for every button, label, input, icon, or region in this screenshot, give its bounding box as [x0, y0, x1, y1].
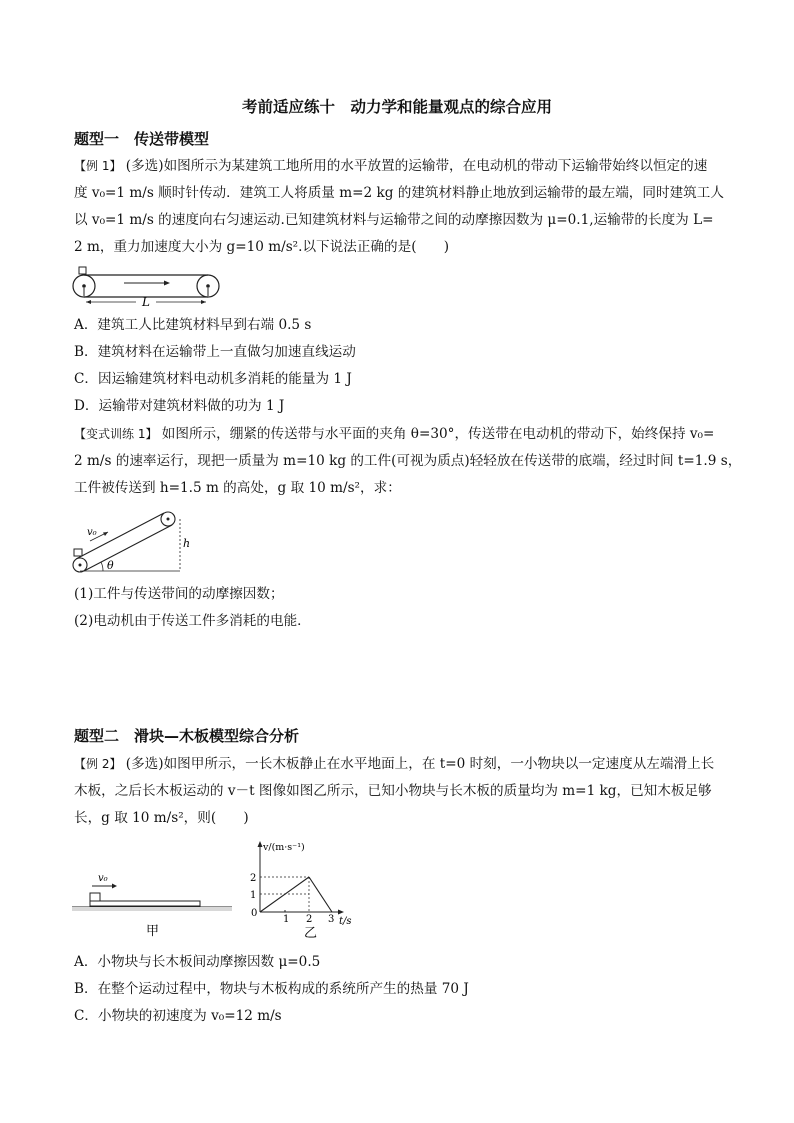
example-2-line-2: 木板，之后长木板运动的 v－t 图像如图乙所示，已知小物块与长木板的质量均为 m=1 kg，已知木板足够: [74, 783, 712, 799]
example-2-option-b: B．在整个运动过程中，物块与木板构成的系统所产生的热量 70 J: [74, 981, 469, 997]
yi-ytick-2: 2: [250, 873, 257, 884]
variant-1-question-1: (1)工件与传送带间的动摩擦因数；: [74, 586, 284, 602]
example-1-line-2: 度 v₀=1 m/s 顺时针传动．建筑工人将质量 m=2 kg 的建筑材料静止地放到运输带的最左端，同时建筑工人: [74, 185, 724, 201]
variant-1-line-3: 工件被传送到 h=1.5 m 的高处，g 取 10 m/s²，求：: [74, 480, 401, 496]
yi-x-axis-label: t/s: [339, 916, 352, 927]
long-board: [90, 901, 200, 906]
jia-label: 甲: [146, 924, 160, 939]
incline-conveyor-figure: [70, 505, 200, 575]
example-2-line-3: 长，g 取 10 m/s²，则( ): [74, 810, 249, 826]
example-2-option-a: A．小物块与长木板间动摩擦因数 μ=0.5: [74, 954, 321, 970]
variant-1-line-1: [74, 424, 714, 444]
yi-graph-rise: [260, 877, 309, 912]
example-1-text-1: (多选)如图所示为某建筑工地所用的水平放置的运输带，在电动机的带动下运输带始终以恒定的速: [125, 158, 708, 174]
small-block: [90, 893, 100, 901]
yi-xtick-1: 1: [283, 914, 290, 925]
yi-xtick-2: 2: [306, 914, 313, 925]
example-2-line-1: [74, 754, 714, 774]
figure-yi-vt-graph: [246, 838, 361, 938]
example-1-option-b: B．建筑材料在运输带上一直做匀加速直线运动: [74, 344, 356, 360]
example-1-line-4: 2 m，重力加速度大小为 g=10 m/s².以下说法正确的是( ): [74, 239, 449, 255]
workpiece-block: [74, 549, 82, 556]
example-2-option-c: C．小物块的初速度为 v₀=12 m/s: [74, 1008, 282, 1024]
angle-label: θ: [107, 559, 114, 572]
example-1-option-d: D．运输带对建筑材料做的功为 1 J: [74, 398, 285, 414]
yi-y-axis-label: v/(m·s⁻¹): [263, 842, 305, 853]
material-block: [79, 267, 86, 274]
right-pulley-axle: [206, 284, 210, 288]
length-label: L: [142, 295, 150, 309]
variant-1-question-2: (2)电动机由于传送工件多消耗的电能．: [74, 613, 311, 629]
yi-graph-fall: [309, 877, 332, 912]
jia-velocity-label: v₀: [98, 873, 108, 884]
yi-xtick-0: 0: [251, 908, 258, 919]
yi-xtick-3: 3: [328, 914, 335, 925]
velocity-label: v₀: [87, 527, 97, 538]
yi-label: 乙: [304, 926, 318, 938]
example-2-text-1: (多选)如图甲所示，一长木板静止在水平地面上，在 t=0 时刻，一小物块以一定速度从左端滑上长: [125, 756, 715, 772]
example-1-tag: 【例 1】: [74, 159, 122, 173]
height-label: h: [183, 537, 191, 550]
example-1-option-c: C．因运输建筑材料电动机多消耗的能量为 1 J: [74, 371, 352, 387]
example-1-option-a: A．建筑工人比建筑材料早到右端 0.5 s: [74, 317, 312, 333]
variant-1-text-1: 如图所示，绷紧的传送带与水平面的夹角 θ=30°，传送带在电动机的带动下，始终保持 v₀=: [161, 426, 715, 442]
conveyor-belt-figure: [72, 266, 222, 311]
angle-arc: [101, 562, 103, 571]
example-1-line-1: [74, 156, 707, 176]
variant-1-line-2: 2 m/s 的速率运行，现把一质量为 m=10 kg 的工件(可视为质点)轻轻放在传送带的底端，经过时间 t=1.9 s，: [74, 453, 742, 469]
example-2-tag: 【例 2】: [74, 757, 122, 771]
yi-ytick-1: 1: [250, 890, 257, 901]
section-1-heading: 题型一 传送带模型: [74, 130, 210, 148]
figure-jia: [70, 865, 235, 940]
left-pulley-axle: [82, 284, 86, 288]
example-1-line-3: 以 v₀=1 m/s 的速度向右匀速运动.已知建筑材料与运输带之间的动摩擦因数为 μ=0.1,运输带的长度为 L=: [74, 212, 714, 228]
page-title: 考前适应练十 动力学和能量观点的综合应用: [241, 98, 552, 116]
section-2-heading: 题型二 滑块—木板模型综合分析: [74, 727, 300, 745]
variant-1-tag: 【变式训练 1】: [74, 427, 158, 441]
